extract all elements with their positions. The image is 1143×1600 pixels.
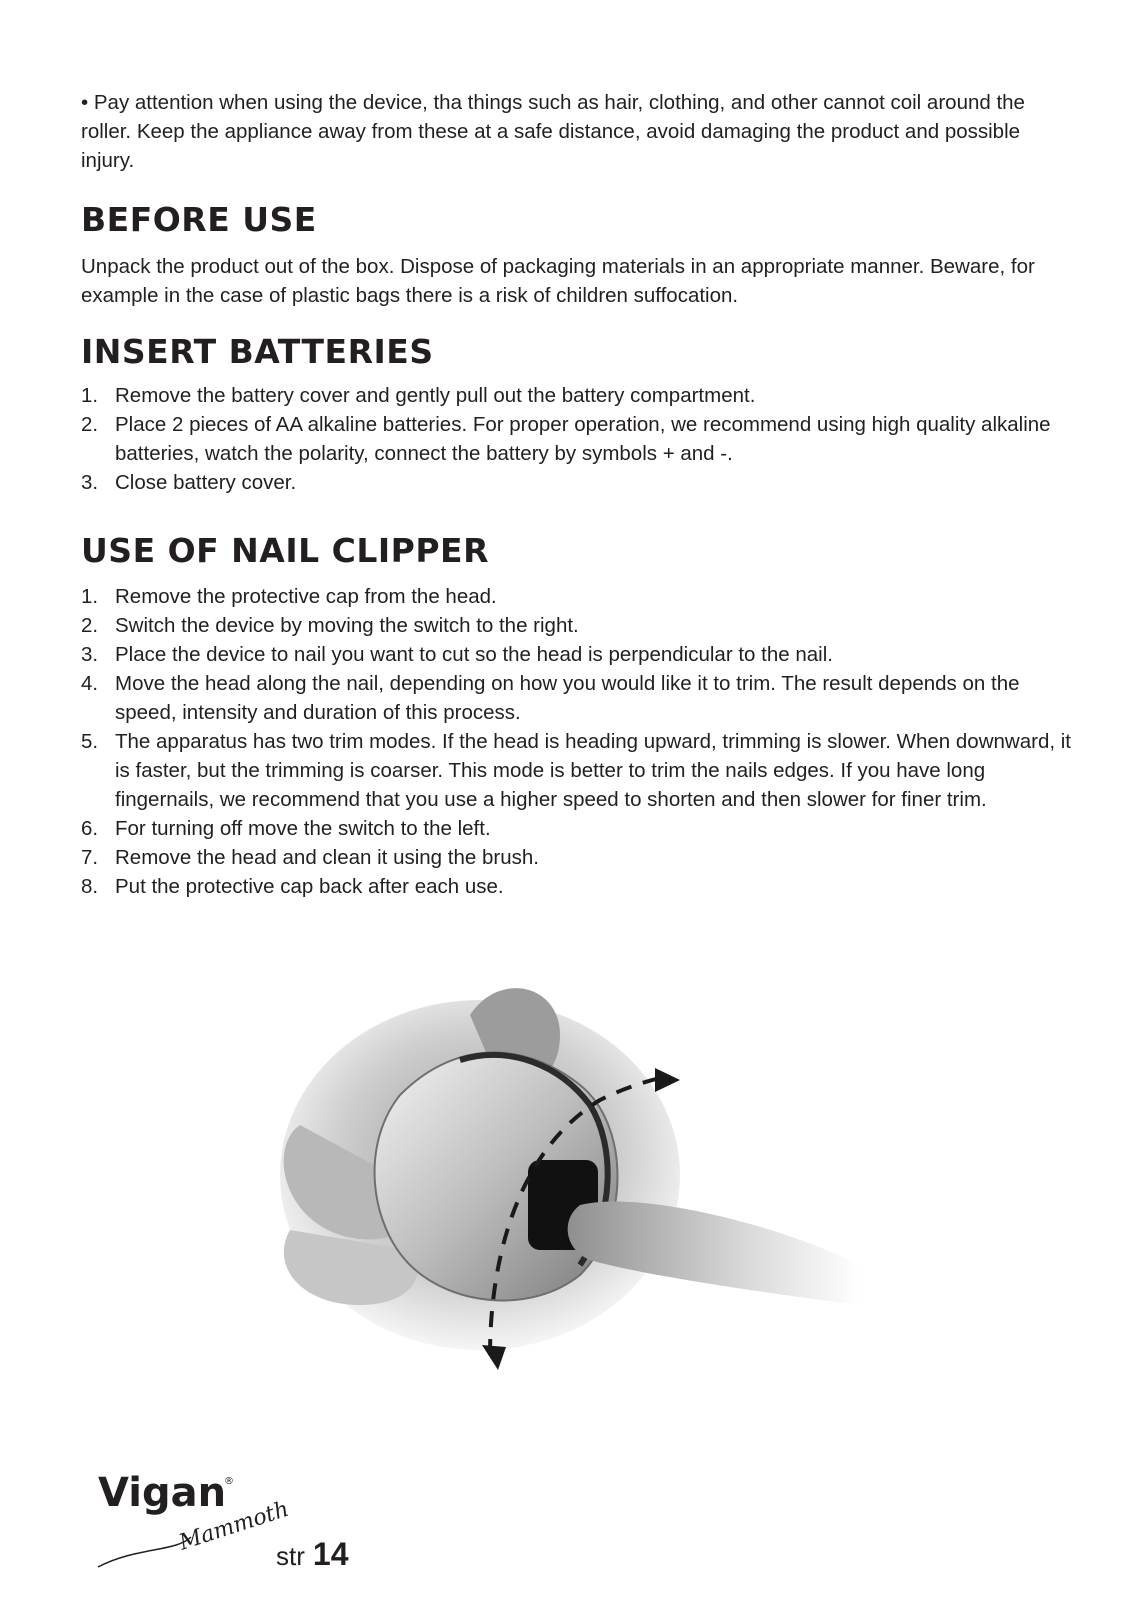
page-number <box>276 1536 348 1573</box>
step-text: Move the head along the nail, depending on how you would like it to trim. The result depends on the speed, intensity and duration of this process. <box>115 672 1020 724</box>
step-number: 3. <box>81 643 99 666</box>
step-number: 2. <box>81 614 99 637</box>
battery-steps-list <box>81 381 1071 497</box>
list-item <box>81 669 1071 727</box>
step-number: 2. <box>81 413 99 436</box>
logo-brand-text: Vigan <box>98 1472 227 1516</box>
step-text: Place the device to nail you want to cut so the head is perpendicular to the nail. <box>115 643 833 666</box>
vigan-mammoth-logo <box>96 1472 296 1592</box>
step-text: The apparatus has two trim modes. If the head is heading upward, trimming is slower. When downward, it is faster, but the trimming is coarser. This mode is better to trim the nails edges. If you have long fingernails, we recommend that you use a higher speed to shorten and then slower for finer trim. <box>115 730 1071 811</box>
page-prefix: str <box>276 1541 305 1571</box>
logo-swoosh <box>98 1537 191 1567</box>
step-text: Close battery cover. <box>115 471 297 494</box>
heading-before-use: BEFORE USE <box>81 200 317 239</box>
arrow-up-right-icon <box>655 1068 680 1092</box>
list-item <box>81 872 1071 901</box>
list-item <box>81 814 1071 843</box>
registered-mark: ® <box>224 1476 234 1487</box>
list-item <box>81 640 1071 669</box>
page-number-value: 14 <box>312 1536 349 1572</box>
arrow-down-icon <box>482 1345 506 1370</box>
step-number: 8. <box>81 875 99 898</box>
step-text: For turning off move the switch to the left. <box>115 817 491 840</box>
heading-insert-batteries: INSERT BATTERIES <box>81 332 434 371</box>
safety-note: • Pay attention when using the device, tha things such as hair, clothing, and other cannot coil around the roller. Keep the appliance away from these at a safe distance, avoid damaging the product and possible injury. <box>81 91 1025 172</box>
step-text: Remove the head and clean it using the brush. <box>115 846 539 869</box>
list-item <box>81 410 1071 468</box>
list-item <box>81 381 1071 410</box>
nail-clipper-usage-illustration <box>260 975 880 1405</box>
list-item <box>81 582 1071 611</box>
step-text: Put the protective cap back after each use. <box>115 875 504 898</box>
step-text: Place 2 pieces of AA alkaline batteries. For proper operation, we recommend using high quality alkaline batteries, watch the polarity, connect the battery by symbols + and -. <box>115 413 1051 465</box>
step-number: 6. <box>81 817 99 840</box>
step-number: 1. <box>81 585 99 608</box>
list-item <box>81 468 1071 497</box>
heading-use-of-nail-clipper: USE OF NAIL CLIPPER <box>81 531 489 570</box>
step-text: Switch the device by moving the switch to the right. <box>115 614 579 637</box>
step-number: 3. <box>81 471 99 494</box>
step-text: Remove the protective cap from the head. <box>115 585 497 608</box>
nail-clipper-steps-list <box>81 582 1071 901</box>
list-item <box>81 727 1071 814</box>
logo-script-text: Mammoth <box>176 1496 292 1556</box>
step-text: Remove the battery cover and gently pull out the battery compartment. <box>115 384 756 407</box>
step-number: 1. <box>81 384 99 407</box>
before-use-text: Unpack the product out of the box. Dispose of packaging materials in an appropriate manner. Beware, for example in the case of plastic bags there is a risk of children suffocation. <box>81 255 1035 307</box>
step-number: 4. <box>81 672 99 695</box>
step-number: 5. <box>81 730 99 753</box>
step-number: 7. <box>81 846 99 869</box>
list-item <box>81 843 1071 872</box>
list-item <box>81 611 1071 640</box>
